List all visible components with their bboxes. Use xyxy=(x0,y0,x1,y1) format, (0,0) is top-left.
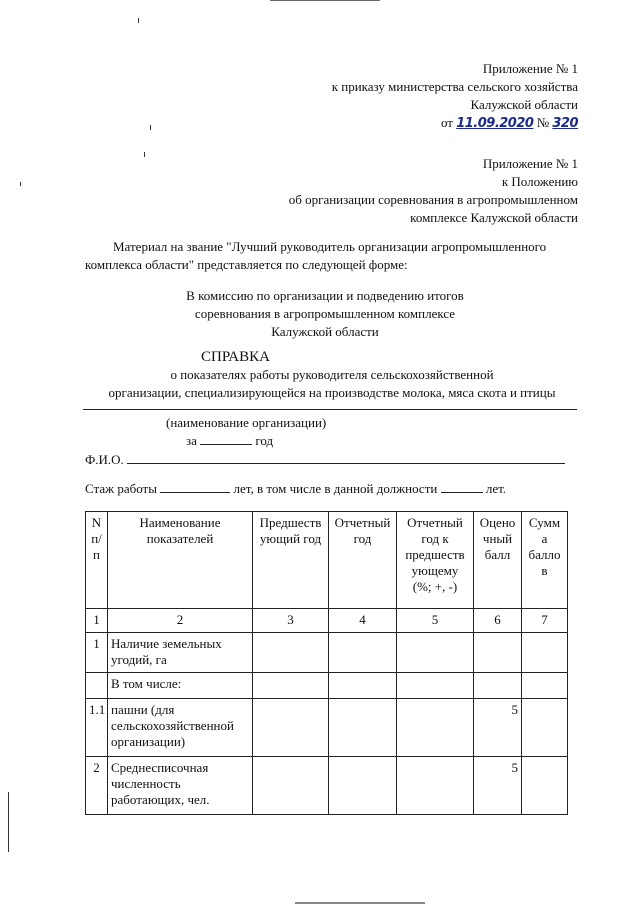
appendix-header-regulation xyxy=(289,155,578,227)
col-number: 2 xyxy=(108,609,253,633)
row-score xyxy=(474,673,522,699)
row-cell[interactable] xyxy=(253,757,329,815)
addressee-block xyxy=(110,287,540,341)
appendix-header-order xyxy=(332,60,578,133)
row-cell[interactable] xyxy=(253,633,329,673)
regulation-subject-2: комплексе Калужской области xyxy=(410,210,578,225)
regulation-reference: к Положению xyxy=(501,174,578,189)
regulation-subject: об организации соревнования в агропромышленном xyxy=(288,192,578,207)
row-cell[interactable] xyxy=(329,757,397,815)
fio-label: Ф.И.О. xyxy=(85,452,124,467)
document-subtitle xyxy=(82,366,582,402)
fio-blank[interactable] xyxy=(127,452,565,464)
table-header-row xyxy=(86,512,568,609)
header-ratio: Отчетный год к предшеств ующему (%; +, -) xyxy=(397,512,474,609)
order-date-line xyxy=(332,114,578,133)
row-cell[interactable] xyxy=(329,699,397,757)
handwritten-number: 320 xyxy=(552,116,578,131)
row-cell[interactable] xyxy=(397,633,474,673)
scan-bottom-mark xyxy=(295,902,425,904)
order-reference: к приказу министерства сельского хозяйства xyxy=(331,79,578,94)
row-cell[interactable] xyxy=(397,699,474,757)
row-num xyxy=(86,673,108,699)
col-number: 7 xyxy=(522,609,568,633)
row-cell[interactable] xyxy=(329,673,397,699)
tenure-position-blank[interactable] xyxy=(441,481,483,493)
addressee-line-1: В комиссию по организации и подведению итогов xyxy=(186,288,464,303)
scan-speck xyxy=(144,152,145,157)
year-suffix: год xyxy=(255,433,274,448)
indicators-table xyxy=(85,511,568,815)
year-blank[interactable] xyxy=(200,433,252,445)
row-num: 1 xyxy=(86,633,108,673)
organization-caption: (наименование организации) xyxy=(166,415,327,430)
scan-speck xyxy=(20,182,21,186)
col-number: 1 xyxy=(86,609,108,633)
handwritten-date: 11.09.2020 xyxy=(456,116,534,131)
tenure-prefix: Стаж работы xyxy=(85,481,157,496)
header-indicator: Наименование показателей xyxy=(108,512,253,609)
appendix-title: Приложение № 1 xyxy=(482,61,578,76)
row-indicator: В том числе: xyxy=(108,673,253,699)
row-cell[interactable] xyxy=(397,673,474,699)
header-report-year: Отчетный год xyxy=(329,512,397,609)
subtitle-line-1: о показателях работы руководителя сельскохозяйственной xyxy=(170,367,494,382)
row-cell[interactable] xyxy=(522,757,568,815)
addressee-line-3: Калужской области xyxy=(271,324,379,339)
col-number: 5 xyxy=(397,609,474,633)
column-number-row xyxy=(86,609,568,633)
header-score: Оцено чный балл xyxy=(474,512,522,609)
region-name: Калужской области xyxy=(470,97,578,112)
scan-speck xyxy=(150,125,151,130)
addressee-line-2: соревнования в агропромышленном комплексе xyxy=(194,306,456,321)
year-prefix: за xyxy=(186,433,197,448)
table-row xyxy=(86,673,568,699)
row-indicator: Наличие земельных угодий, га xyxy=(108,633,253,673)
date-prefix: от xyxy=(440,115,453,130)
row-cell[interactable] xyxy=(522,673,568,699)
year-line xyxy=(186,433,273,449)
table-row xyxy=(86,757,568,815)
row-num: 1.1 xyxy=(86,699,108,757)
tenure-total-blank[interactable] xyxy=(160,481,230,493)
intro-line-2: комплекса области" представляется по следующей форме: xyxy=(85,257,408,272)
scan-edge-mark xyxy=(8,792,9,852)
col-number: 6 xyxy=(474,609,522,633)
col-number: 3 xyxy=(253,609,329,633)
row-indicator: пашни (для сельскохозяйственной организации) xyxy=(108,699,253,757)
row-score: 5 xyxy=(474,699,522,757)
row-cell[interactable] xyxy=(522,633,568,673)
col-number: 4 xyxy=(329,609,397,633)
row-score xyxy=(474,633,522,673)
row-indicator: Среднесписочная численность работающих, чел. xyxy=(108,757,253,815)
table-row xyxy=(86,633,568,673)
row-score: 5 xyxy=(474,757,522,815)
scan-top-mark xyxy=(270,0,380,1)
header-sum: Сумм а балло в xyxy=(522,512,568,609)
header-num: N п/ п xyxy=(86,512,108,609)
row-cell[interactable] xyxy=(397,757,474,815)
table-row xyxy=(86,699,568,757)
row-cell[interactable] xyxy=(253,673,329,699)
row-num: 2 xyxy=(86,757,108,815)
organization-name-line[interactable] xyxy=(83,408,577,410)
intro-paragraph xyxy=(85,238,585,274)
tenure-line xyxy=(85,481,555,497)
tenure-middle: лет, в том числе в данной должности xyxy=(233,481,438,496)
document-title: СПРАВКА xyxy=(201,349,270,365)
number-prefix: № xyxy=(536,115,550,130)
row-cell[interactable] xyxy=(329,633,397,673)
scan-speck xyxy=(138,18,139,23)
row-cell[interactable] xyxy=(522,699,568,757)
fio-line xyxy=(85,452,569,468)
row-cell[interactable] xyxy=(253,699,329,757)
tenure-suffix: лет. xyxy=(485,481,507,496)
subtitle-line-2: организации, специализирующейся на производстве молока, мяса скота и птицы xyxy=(108,385,556,400)
appendix-title-2: Приложение № 1 xyxy=(482,156,578,171)
header-previous-year: Предшеств ующий год xyxy=(253,512,329,609)
intro-line-1: Материал на звание "Лучший руководитель организации агропромышленного xyxy=(113,239,547,254)
